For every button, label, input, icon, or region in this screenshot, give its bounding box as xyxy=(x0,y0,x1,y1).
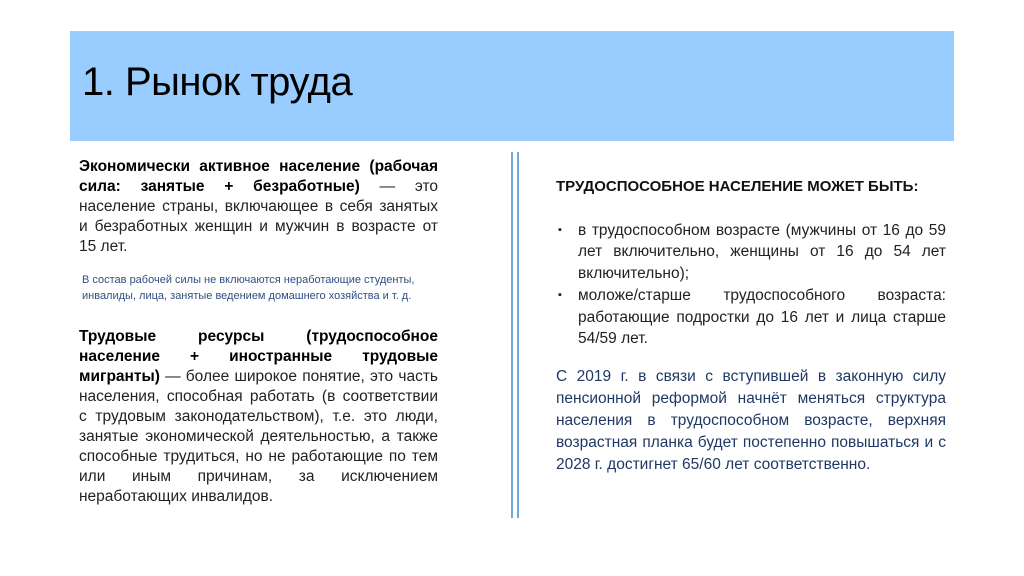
divider-line xyxy=(517,152,519,518)
column-divider xyxy=(511,152,519,518)
divider-line xyxy=(511,152,513,518)
square-bullet-icon: ▪ xyxy=(558,289,562,301)
working-age-list xyxy=(556,220,946,350)
working-age-heading: ТРУДОСПОСОБНОЕ НАСЕЛЕНИЕ МОЖЕТ БЫТЬ: xyxy=(556,178,919,195)
pension-reform-note: С 2019 г. в связи с вступившей в законную силу пенсионной реформой начнёт меняться структура населения в трудоспособном возрасте, верхняя возрастная планка будет постепенно повышаться и с 2028 г. достигнет 65/60 лет соответственно. xyxy=(556,367,946,473)
labor-resources-term: Трудовые ресурсы (трудоспособное население + иностранные трудовые мигранты) xyxy=(79,328,438,385)
square-bullet-icon: ▪ xyxy=(558,223,562,236)
title-bar xyxy=(70,31,954,141)
list-item-text: в трудоспособном возрасте (мужчины от 16 до 59 лет включительно, женщины от 16 до 54 лет включительно); xyxy=(578,221,946,282)
labor-resources-text: — более широкое понятие, это часть населения, способная работать (в соответствии с трудовым законодательством), т.е. это люди, занятые экономической деятельностью, а также способные трудиться, но не работающие по тем или иным причинам, за исключением неработающих инвалидов. xyxy=(79,368,438,505)
list-item xyxy=(556,220,946,285)
list-item xyxy=(556,285,946,350)
right-column xyxy=(556,176,946,476)
left-column xyxy=(79,157,438,507)
labor-force-text: — это население страны, включающее в себя занятых и безработных женщин и мужчин в возрасте от 15 лет. xyxy=(79,178,438,255)
labor-force-term: Экономически активное население (рабочая сила: занятые + безработные) xyxy=(79,158,438,195)
labor-resources-definition xyxy=(79,327,438,507)
slide-title: 1. Рынок труда xyxy=(82,60,353,104)
list-item-text: моложе/старше трудоспособного возраста: работающие подростки до 16 лет и лица старше 54/59 лет. xyxy=(578,287,946,347)
labor-force-definition xyxy=(79,157,438,257)
labor-force-note: В состав рабочей силы не включаются неработающие студенты, инвалиды, лица, занятые ведением домашнего хозяйства и т. д. xyxy=(82,274,415,302)
